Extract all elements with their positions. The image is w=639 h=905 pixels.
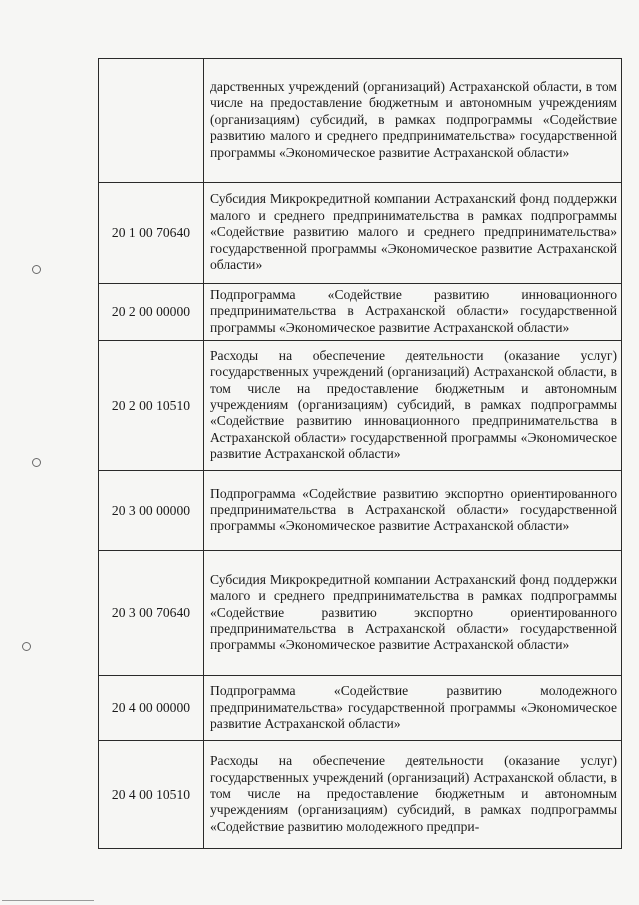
code-cell (99, 59, 204, 183)
description-cell: Расходы на обеспечение деятельности (оказание услуг) государственных учреждений (организаций) Астраханской области, в том числе на предоставление бюджетным и автономным учреждениям (организациям) субсидий, в рамках подпрограммы «Содействие развитию инновационного предпринимательства в Астраханской области» государственной программы «Экономическое развитие Астраханской области» (204, 341, 622, 471)
table-row (99, 284, 622, 341)
table-row (99, 341, 622, 471)
description-cell: Подпрограмма «Содействие развитию экспортно ориентированного предпринимательства в Астраханской области» государственной программы «Экономическое развитие Астраханской области» (204, 471, 622, 551)
table-row (99, 676, 622, 741)
code-cell: 20 3 00 00000 (99, 471, 204, 551)
binding-hole-mark (32, 458, 41, 467)
description-cell: Подпрограмма «Содействие развитию молодежного предпринимательства» государственной программы «Экономическое развитие Астраханской области» (204, 676, 622, 741)
budget-code-table (98, 58, 622, 849)
table-row (99, 471, 622, 551)
description-cell: Субсидия Микрокредитной компании Астраханский фонд поддержки малого и среднего предпринимательства в рамках подпрограммы «Содействие развитию экспортно ориентированного предпринимательства в Астраханской области» государственной программы «Экономическое развитие Астраханской области» (204, 551, 622, 676)
table-row (99, 741, 622, 849)
code-cell: 20 3 00 70640 (99, 551, 204, 676)
description-cell: Субсидия Микрокредитной компании Астраханский фонд поддержки малого и среднего предпринимательства в рамках подпрограммы «Содействие развитию малого и среднего предпринимательства» государственной программы «Экономическое развитие Астраханской области» (204, 183, 622, 284)
binding-hole-mark (22, 642, 31, 651)
binding-hole-mark (32, 265, 41, 274)
code-cell: 20 4 00 00000 (99, 676, 204, 741)
code-cell: 20 2 00 00000 (99, 284, 204, 341)
table-row (99, 551, 622, 676)
code-cell: 20 2 00 10510 (99, 341, 204, 471)
description-cell: дарственных учреждений (организаций) Астраханской области, в том числе на предоставление бюджетным и автономным учреждениям (организациям) субсидий, в рамках подпрограммы «Содействие развитию малого и среднего предпринимательства» государственной программы «Экономическое развитие Астраханской области» (204, 59, 622, 183)
description-cell: Расходы на обеспечение деятельности (оказание услуг) государственных учреждений (организаций) Астраханской области, в том числе на предоставление бюджетным и автономным учреждениям (организациям) субсидий, в рамках подпрограммы «Содействие развитию молодежного предпри- (204, 741, 622, 849)
table-row (99, 59, 622, 183)
code-cell: 20 1 00 70640 (99, 183, 204, 284)
table-row (99, 183, 622, 284)
footer-divider (2, 900, 94, 901)
description-cell: Подпрограмма «Содействие развитию инновационного предпринимательства в Астраханской области» государственной программы «Экономическое развитие Астраханской области» (204, 284, 622, 341)
code-cell: 20 4 00 10510 (99, 741, 204, 849)
